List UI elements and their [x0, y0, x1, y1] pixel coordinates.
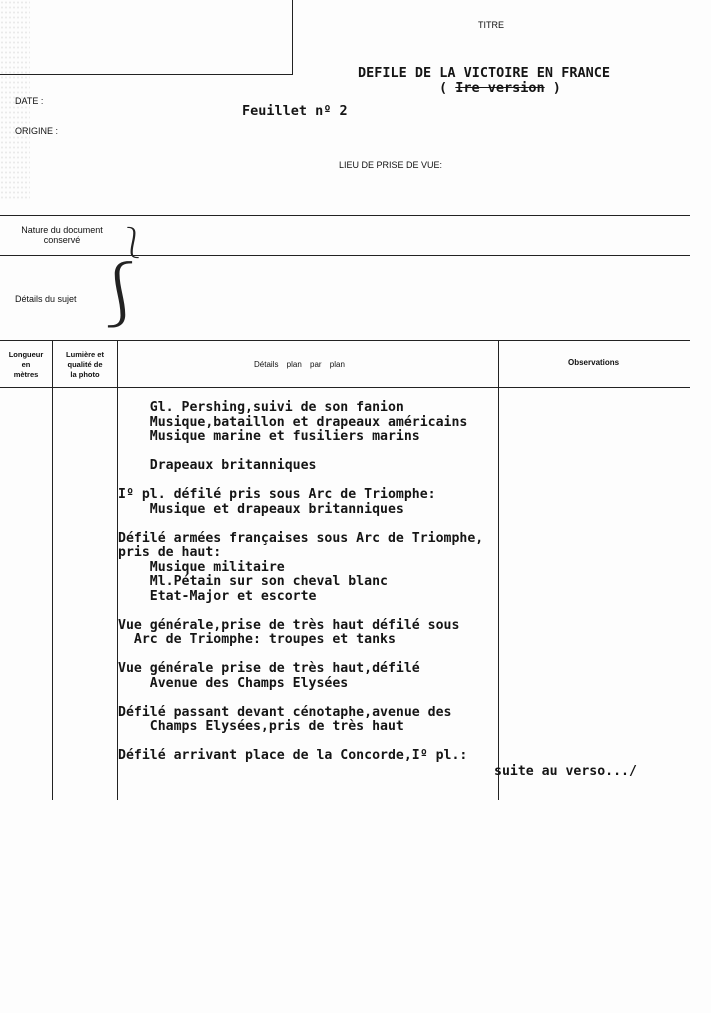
detail-line: Défilé arrivant place de la Concorde,Iº pl.: [118, 748, 468, 763]
col-lumiere-2: qualité de [67, 360, 103, 369]
detail-line: Musique et drapeaux britanniques [118, 501, 404, 517]
rule-1 [0, 215, 690, 216]
suite-note: suite au verso.../ [494, 764, 637, 779]
subtitle-struck-text: Ire version [455, 80, 545, 96]
detail-line: Etat-Major et escorte [118, 588, 317, 604]
table-header-rule [0, 387, 690, 388]
detail-line: Musique marine et fusiliers marins [118, 429, 420, 444]
detail-line: Iº pl. défilé pris sous Arc de Triomphe: [118, 487, 436, 502]
detail-line: Avenue des Champs Elysées [118, 675, 349, 691]
col-longueur-1: Longueur [8, 350, 44, 359]
col-observations-header: Observations [568, 358, 620, 367]
col-lumiere-header [56, 350, 114, 380]
detail-line: Ml.Pétain sur son cheval blanc [118, 574, 388, 589]
detail-line: Défilé passant devant cénotaphe,avenue des [118, 704, 452, 720]
col-lumiere-1: Lumière et [66, 350, 104, 359]
detail-line: Champs Elysées,pris de très haut [118, 719, 404, 734]
detail-line: Vue générale,prise de très haut défilé sous [118, 617, 460, 633]
document-subtitle [439, 80, 561, 96]
detail-line: Arc de Triomphe: troupes et tanks [118, 632, 396, 647]
rule-2 [0, 255, 690, 256]
detail-line: Musique militaire [118, 559, 285, 575]
detail-line: Drapeaux britanniques [118, 458, 317, 473]
lieu-label: LIEU DE PRISE DE VUE: [339, 160, 443, 170]
nature-label-line1: Nature du document [21, 225, 103, 235]
detail-line: pris de haut: [118, 545, 222, 560]
rule-3 [0, 340, 690, 341]
subtitle-open: ( [439, 80, 456, 96]
top-left-box [0, 0, 293, 75]
feuillet-number: Feuillet nº 2 [242, 103, 348, 119]
date-label: DATE : [15, 96, 44, 106]
nature-brace: ⎱ [118, 226, 148, 261]
col-divider-3 [498, 340, 499, 800]
col-longueur-header [2, 350, 50, 380]
col-divider-1 [52, 340, 53, 800]
titre-label: TITRE [478, 20, 504, 30]
detail-line: Vue générale prise de très haut,défilé [118, 661, 420, 676]
col-lumiere-3: la photo [70, 370, 100, 379]
detail-line: Gl. Pershing,suivi de son fanion [118, 400, 404, 415]
origine-label: ORIGINE : [15, 126, 59, 136]
subtitle-close: ) [544, 80, 561, 96]
details-label: Détails du sujet [15, 294, 77, 304]
col-longueur-2: en [21, 360, 31, 369]
nature-label [14, 225, 110, 245]
details-brace: ⎰ [88, 259, 152, 333]
detail-line: Musique,bataillon et drapeaux américains [118, 414, 468, 430]
detail-line: Défilé armées françaises sous Arc de Triomphe, [118, 530, 484, 546]
col-details-header: Détails plan par plan [254, 360, 345, 369]
document-title: DEFILE DE LA VICTOIRE EN FRANCE [358, 65, 610, 81]
col-longueur-3: mètres [13, 370, 39, 379]
nature-label-line2: conservé [43, 235, 81, 245]
